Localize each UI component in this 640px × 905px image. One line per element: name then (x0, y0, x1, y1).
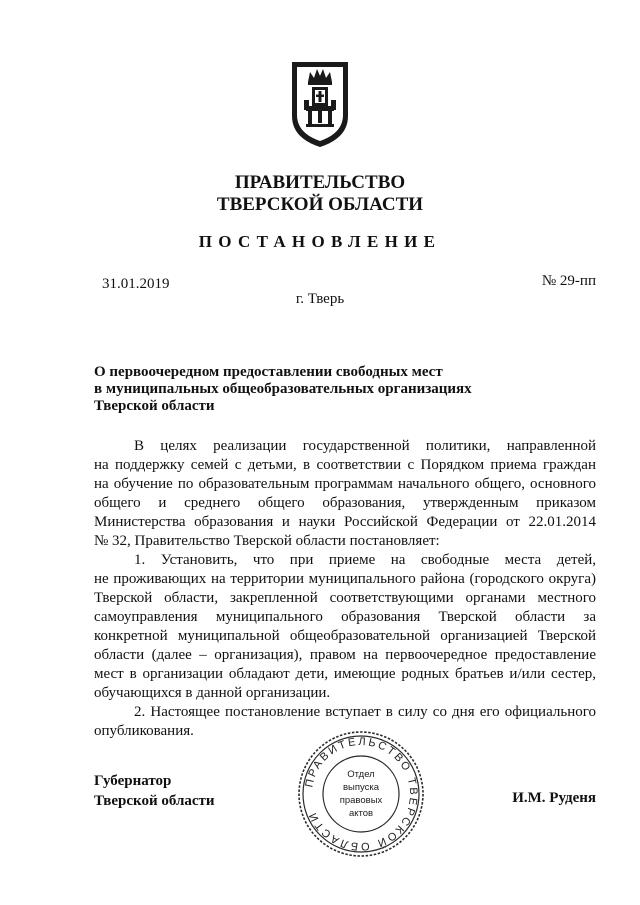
stamp-center-line: Отдел (347, 769, 375, 780)
subject-line: в муниципальных общеобразовательных организациях (94, 381, 472, 397)
body-text-line: на обучение по образовательным программам начального общего, основного (94, 476, 596, 492)
subject-line: О первоочередном предоставлении свободных мест (94, 364, 443, 380)
body-text-line: В целях реализации государственной политики, направленной (134, 438, 596, 454)
coat-of-arms-emblem (288, 58, 352, 150)
signatory-title-line1: Губернатор (94, 773, 172, 789)
body-text-line: опубликования. (94, 723, 194, 739)
stamp-center-line: выпуска (342, 782, 380, 793)
body-text-line: 2. Настоящее постановление вступает в силу со дня его официального (134, 704, 596, 720)
organization-name-line1: ПРАВИТЕЛЬСТВО (234, 172, 406, 193)
body-text-line: № 32, Правительство Тверской области постановляет: (94, 533, 440, 549)
body-text-line: Министерства образования и науки Российской Федерации от 22.01.2014 (94, 514, 596, 530)
body-text-line: самоуправления муниципального образования Тверской области за (94, 609, 596, 625)
organization-name-line2: ТВЕРСКОЙ ОБЛАСТИ (216, 194, 424, 215)
body-text-line: на поддержку семей с детьми, в соответствии с Порядком приема граждан (94, 457, 596, 473)
subject-line: Тверской области (94, 398, 215, 414)
body-text-line: мест в организации обладают дети, имеющие родных братьев и/или сестер, (94, 666, 596, 682)
body-text-line: 1. Установить, что при приеме на свободные места детей, (134, 552, 596, 568)
document-type-title: ПОСТАНОВЛЕНИЕ (198, 232, 442, 251)
body-text-line: Тверской области, закрепленной соответствующими органами местного (94, 590, 596, 606)
document-date: 31.01.2019 (102, 276, 170, 292)
body-text-line: общего и среднего общего образования, утвержденным приказом (94, 495, 596, 511)
document-number: № 29-пп (541, 273, 596, 289)
signatory-title-line2: Тверской области (94, 793, 215, 809)
stamp-center-line: правовых (339, 795, 383, 806)
body-text-line: обучающихся в данной организации. (94, 685, 331, 701)
body-text-line: не проживающих на территории муниципального района (городского округа) (94, 571, 596, 587)
stamp-center-line: актов (348, 808, 374, 819)
document-city: г. Тверь (295, 291, 345, 307)
official-stamp (296, 729, 426, 859)
body-text-line: области (далее – организация), правом на первоочередное предоставление (94, 647, 596, 663)
body-text-line: конкретной муниципальной общеобразовательной организацией Тверской (94, 628, 596, 644)
stamp-ring-text: ПРАВИТЕЛЬСТВО ТВЕРСКОЙ ОБЛАСТИ (303, 735, 420, 853)
signatory-name: И.М. Руденя (512, 790, 596, 806)
